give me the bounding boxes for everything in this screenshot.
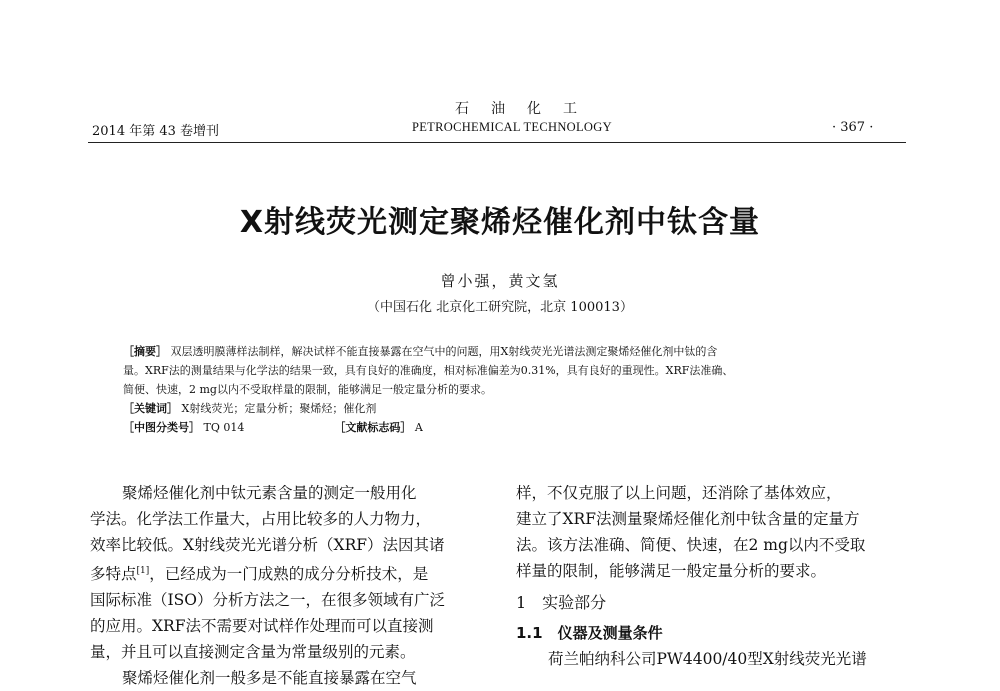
- body-line: 荷兰帕纳科公司PW4400/40型X射线荧光光谱: [548, 650, 867, 668]
- body-line: 的应用。XRF法不需要对试样作处理而可以直接测: [90, 617, 434, 636]
- abstract-block: [123, 342, 883, 437]
- body-line: 样，不仅克服了以上问题，还消除了基体效应，: [516, 484, 842, 502]
- body-line: 量，并且可以直接测定含量为常量级别的元素。: [90, 643, 416, 662]
- classification-line: [123, 418, 883, 437]
- body-line: 法。该方法准确、简便、快速，在2 mg以内不受取: [516, 536, 866, 554]
- body-line: 样量的限制，能够满足一般定量分析的要求。: [516, 562, 827, 580]
- abstract-line: 简便、快速，2 mg以内不受取样量的限制，能够满足一般定量分析的要求。: [123, 383, 492, 396]
- doc-code-label: ［文献标志码］: [334, 421, 412, 434]
- subsection-heading: 1.1 仪器及测量条件: [516, 624, 663, 642]
- clc-value: TQ 014: [203, 421, 245, 434]
- abstract-text: 双层透明膜薄样法制样，解决试样不能直接暴露在空气中的问题，用X射线荧光光谱法测定聚烯烃催化剂中钛的含: [170, 345, 718, 358]
- article-title: X射线荧光测定聚烯烃催化剂中钛含量: [239, 205, 761, 240]
- body-line: 国际标准（ISO）分析方法之一，在很多领域有广泛: [90, 591, 445, 610]
- keywords-text: X射线荧光；定量分析；聚烯烃；催化剂: [181, 402, 377, 415]
- doc-code-value: A: [414, 421, 423, 434]
- body-line: 效率比较低。X射线荧光光谱分析（XRF）法因其诸: [90, 536, 445, 554]
- abstract-label: ［摘要］: [123, 345, 167, 358]
- body-text: 多特点: [90, 565, 137, 584]
- body-line: 建立了XRF法测量聚烯烃催化剂中钛含量的定量方: [516, 510, 860, 528]
- header-rule: [88, 142, 906, 143]
- body-line: [90, 558, 490, 587]
- journal-title-cn: 石油化工: [455, 101, 599, 117]
- page-number: · 367 ·: [832, 120, 874, 135]
- body-right-column: [516, 480, 916, 672]
- keywords-label: ［关键词］: [123, 402, 178, 415]
- issue-label: 2014 年第 43 卷增刊: [92, 124, 220, 139]
- affiliation: （中国石化 北京化工研究院，北京 100013）: [367, 300, 633, 315]
- body-line: 学法。化学法工作量大，占用比较多的人力物力，: [90, 510, 432, 528]
- clc-label: ［中图分类号］: [123, 421, 200, 434]
- body-left-column: [90, 480, 490, 691]
- journal-title-en: PETROCHEMICAL TECHNOLOGY: [412, 120, 612, 134]
- keywords-line: [123, 399, 883, 418]
- author-list: 曾小强，黄文氢: [440, 272, 560, 290]
- body-line: 聚烯烃催化剂一般多是不能直接暴露在空气: [122, 669, 417, 688]
- body-text: ，已经成为一门成熟的成分分析技术，是: [149, 565, 429, 584]
- abstract-line: [123, 342, 883, 361]
- body-line: 聚烯烃催化剂中钛元素含量的测定一般用化: [122, 484, 417, 502]
- reference-mark: [1]: [136, 566, 150, 576]
- abstract-line: 量。XRF法的测量结果与化学法的结果一致，具有良好的准确度，相对标准偏差为0.31%，具有良好的重现性。XRF法准确、: [123, 364, 734, 377]
- section-heading: 1 实验部分: [516, 593, 607, 612]
